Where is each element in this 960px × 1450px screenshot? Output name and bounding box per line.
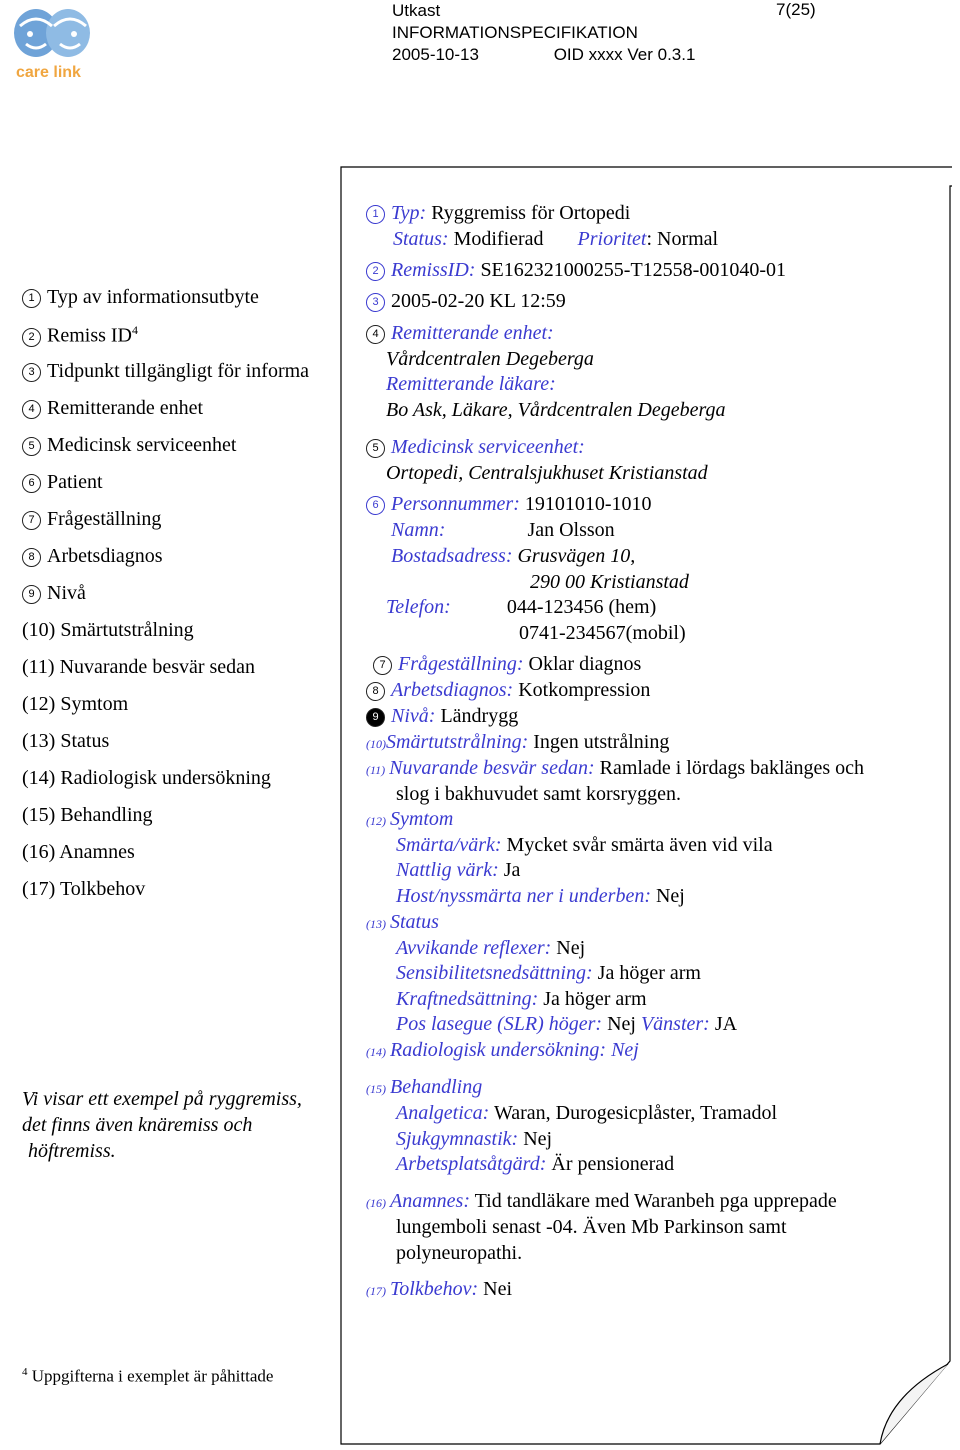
form-analg-row: Analgetica: Waran, Durogesicplåster, Tramadol bbox=[396, 1102, 778, 1124]
list-item: 3 Tidpunkt tillgängligt för informa bbox=[22, 360, 340, 383]
form-anam-line3: polyneuropathi. bbox=[396, 1242, 523, 1264]
form-arbetsplats-row: Arbetsplatsåtgärd: Är pensionerad bbox=[396, 1153, 675, 1175]
header-status: Utkast bbox=[392, 1, 441, 20]
form-smartvark-row: Smärta/värk: Mycket svår smärta även vid vila bbox=[396, 834, 773, 856]
form-pos-row: Pos lasegue (SLR) höger: Nej Vänster: JA bbox=[396, 1013, 738, 1035]
form-status-section-row: (13) Status bbox=[366, 911, 439, 933]
form-symtom-row: (12) Symtom bbox=[366, 808, 454, 830]
form-nuv-row: (11) Nuvarande besvär sedan: Ramlade i lördags baklänges och bbox=[366, 757, 865, 779]
care-link-logo bbox=[8, 6, 98, 81]
page-number: 7(25) bbox=[776, 0, 816, 19]
list-item: 4 Remitterande enhet bbox=[22, 397, 203, 420]
form-rem-enhet-value: Vårdcentralen Degeberga bbox=[386, 348, 594, 370]
list-item: 8 Arbetsdiagnos bbox=[22, 545, 163, 568]
form-radio-row: (14) Radiologisk undersökning: Nej bbox=[366, 1039, 639, 1061]
list-item: (13) Status bbox=[22, 730, 110, 752]
form-remissid-row: 2 RemissID: SE162321000255-T12558-001040-01 bbox=[366, 259, 786, 282]
form-kraft-row: Kraftnedsättning: Ja höger arm bbox=[396, 988, 647, 1010]
form-niva-row: 9 Nivå: Ländrygg bbox=[366, 705, 518, 728]
form-tolk-row: (17) Tolkbehov: Nei bbox=[366, 1278, 513, 1300]
header-date: 2005-10-13 bbox=[392, 45, 479, 64]
form-adress-row: Bostadsadress: Grusvägen 10, bbox=[391, 545, 636, 567]
form-sensib-row: Sensibilitetsnedsättning: Ja höger arm bbox=[396, 962, 701, 984]
list-item: 6 Patient bbox=[22, 471, 103, 494]
form-typ-row: 1 Typ: Ryggremiss för Ortopedi bbox=[366, 202, 630, 225]
list-item: (16) Anamnes bbox=[22, 841, 135, 863]
header-oid-version: OID xxxx Ver 0.3.1 bbox=[553, 45, 696, 64]
form-med-service-row: 5 Medicinsk serviceenhet: bbox=[366, 436, 585, 459]
list-item: (14) Radiologisk undersökning bbox=[22, 767, 271, 789]
logo-text: care link bbox=[16, 64, 81, 81]
form-status-row: Status: Modifierad Prioritet: Normal bbox=[393, 228, 719, 250]
list-item: (15) Behandling bbox=[22, 804, 153, 826]
example-note: Vi visar ett exempel på ryggremiss, det finns även knäremiss och höftremiss. bbox=[22, 1088, 302, 1162]
footnote: $^4$ Uppgifterna i exemplet är påhittade bbox=[22, 1366, 274, 1386]
form-med-service-value: Ortopedi, Centralsjukhuset Kristianstad bbox=[386, 462, 708, 484]
list-item: 9 Nivå bbox=[22, 582, 86, 605]
logo-faces-icon bbox=[8, 6, 98, 61]
form-anam-line2: lungemboli senast -04. Även Mb Parkinson samt bbox=[396, 1216, 787, 1238]
form-rem-lakare-label: Remitterande läkare: bbox=[386, 373, 556, 395]
document-header bbox=[392, 0, 695, 66]
form-timestamp-row: 3 2005-02-20 KL 12:59 bbox=[366, 290, 566, 313]
form-fragest-row: 7 Frågeställning: Oklar diagnos bbox=[373, 653, 641, 676]
form-arbetsdiag-row: 8 Arbetsdiagnos: Kotkompression bbox=[366, 679, 650, 702]
form-smart-row: (10)Smärtutstrålning: Ingen utstrålning bbox=[366, 731, 670, 753]
list-item: 2 Remiss $ID^4$ bbox=[22, 323, 138, 348]
list-item: (17) Tolkbehov bbox=[22, 878, 146, 900]
form-telefon-line2: 0741-234567(mobil) bbox=[519, 622, 686, 644]
header-title: INFORMATIONSPECIFIKATION bbox=[392, 23, 638, 42]
list-item: (10) Smärtutstrålning bbox=[22, 619, 194, 641]
list-item: 7 Frågeställning bbox=[22, 508, 161, 531]
form-nattlig-row: Nattlig värk: Ja bbox=[396, 859, 521, 881]
form-adress-line2: 290 00 Kristianstad bbox=[530, 571, 689, 593]
form-avvik-row: Avvikande reflexer: Nej bbox=[396, 937, 586, 959]
header-date-line bbox=[392, 44, 695, 66]
form-sjukgym-row: Sjukgymnastik: Nej bbox=[396, 1128, 553, 1150]
form-rem-enhet-row: 4 Remitterande enhet: bbox=[366, 322, 554, 345]
list-item: (12) Symtom bbox=[22, 693, 129, 715]
list-item: 1 Typ av informationsutbyte bbox=[22, 286, 259, 309]
list-item: (11) Nuvarande besvär sedan bbox=[22, 656, 256, 678]
form-personnr-row: 6 Personnummer: 19101010-1010 bbox=[366, 493, 652, 516]
form-nuv-line2: slog i bakhuvudet samt korsryggen. bbox=[396, 783, 681, 805]
form-host-row: Host/nyssmärta ner i underben: Nej bbox=[396, 885, 685, 907]
list-item: 5 Medicinsk serviceenhet bbox=[22, 434, 236, 457]
form-telefon-row: Telefon: 044-123456 (hem) bbox=[386, 596, 657, 618]
form-anam-row: (16) Anamnes: Tid tandläkare med Waranbeh pga upprepade bbox=[366, 1190, 837, 1212]
form-rem-lakare-value: Bo Ask, Läkare, Vårdcentralen Degeberga bbox=[386, 399, 726, 421]
form-namn-row: Namn: Jan Olsson bbox=[391, 519, 615, 541]
form-beh-row: (15) Behandling bbox=[366, 1076, 483, 1098]
